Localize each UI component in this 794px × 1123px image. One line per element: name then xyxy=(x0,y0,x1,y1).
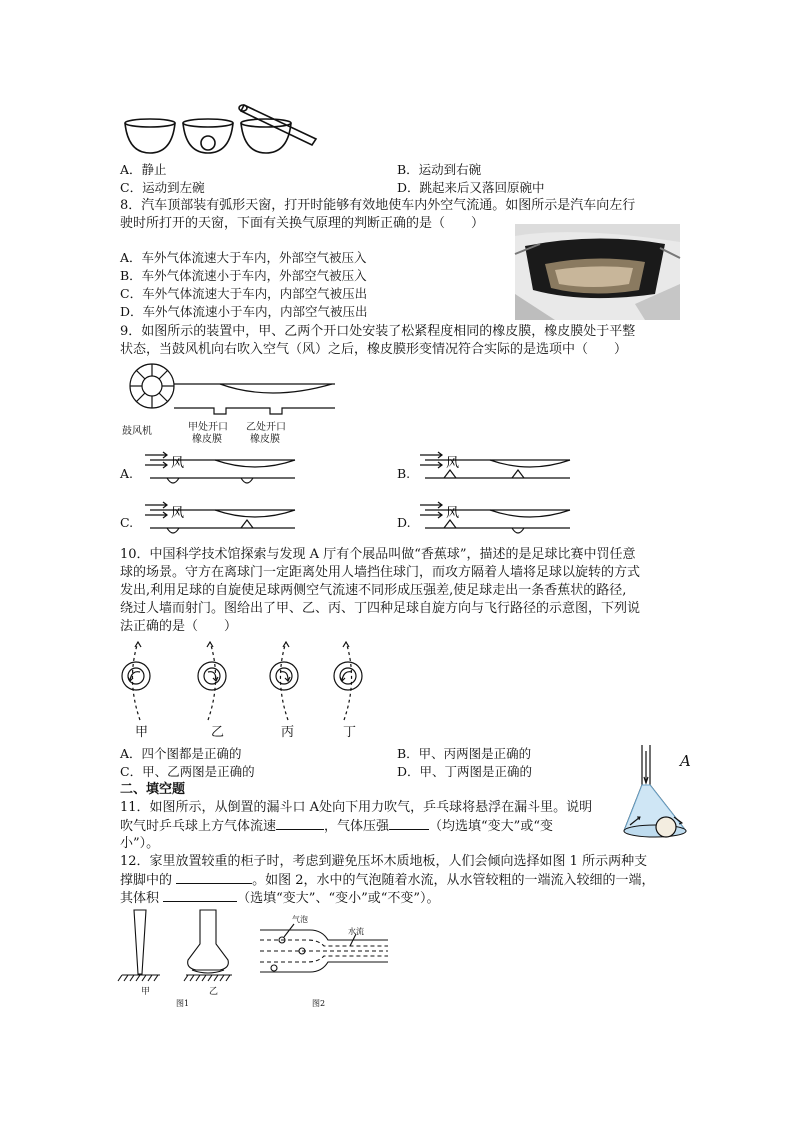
funnel-point-a-label: A xyxy=(680,752,691,770)
q12-line1: 12．家里放置较重的柜子时，考虑到避免压坏木质地板，人们会倾向选择如图 1 所示两种支 xyxy=(120,854,648,869)
q7-option-a[interactable]: A．静止 xyxy=(120,162,167,177)
q11-line3: 小”）。 xyxy=(120,836,160,851)
q7-option-c[interactable]: C．运动到左碗 xyxy=(120,180,205,195)
jia-opening-label-2: 橡皮膜 xyxy=(192,434,222,445)
q11-line2-a: 吹气时乒乓球上方气体流速 xyxy=(120,819,277,834)
q11-blank-1[interactable] xyxy=(276,817,324,830)
car-sunroof-photo xyxy=(515,224,680,320)
jia-opening-label-1: 甲处开口 xyxy=(188,422,228,433)
q9-option-d-figure[interactable] xyxy=(420,500,575,542)
three-bowls-figure xyxy=(120,95,330,160)
fig2-bubble-label: 气泡 xyxy=(292,915,308,924)
q9-option-d[interactable]: D. xyxy=(397,515,411,530)
q8-option-c[interactable]: C．车外气体流速大于车内，内部空气被压出 xyxy=(120,286,368,301)
q10-option-c[interactable]: C．甲、乙两图是正确的 xyxy=(120,764,255,779)
q9-option-c[interactable]: C. xyxy=(120,515,134,530)
q10-option-a[interactable]: A．四个图都是正确的 xyxy=(120,746,242,761)
q9-stem-line2: 状态，当鼓风机向右吹入空气（风）之后，橡皮膜形变情况符合实际的是选项中（ ） xyxy=(120,342,628,357)
fig-label-yi: 乙 xyxy=(211,725,225,740)
q10-option-d[interactable]: D．甲、丁两图是正确的 xyxy=(397,764,533,779)
support-legs-figure xyxy=(120,908,250,986)
banana-ball-figure xyxy=(118,640,378,722)
q12-blank-1[interactable] xyxy=(176,871,252,884)
q9-stem-line1: 9．如图所示的装置中，甲、乙两个开口处安装了松紧程度相同的橡皮膜，橡皮膜处于平整 xyxy=(120,324,636,339)
q11-line2-b: ，气体压强 xyxy=(324,819,390,834)
q8-option-a[interactable]: A．车外气体流速大于车内，外部空气被压入 xyxy=(120,250,367,265)
fig2-caption: 图2 xyxy=(312,999,326,1008)
wind-label-b: 风 xyxy=(446,456,460,471)
q12-line2-b: 。如图 2，水中的气泡随着水流，从水管较粗的一端流入较细的一端， xyxy=(252,873,655,888)
q10-stem-line4: 绕过人墙而射门。图给出了甲、乙、丙、丁四种足球自旋方向与飞行路径的示意图，下列说 xyxy=(120,601,641,616)
q12-line3 xyxy=(120,889,440,908)
fig-label-jia: 甲 xyxy=(135,725,149,740)
q11-blank-2[interactable] xyxy=(389,817,429,830)
section-fill-in-title: 二、填空题 xyxy=(120,782,186,797)
q9-option-b-figure[interactable] xyxy=(420,450,575,492)
q12-line2-a: 撑脚中的 xyxy=(120,873,173,888)
q12-line3-b: （选填“变大”、“变小”或“不变”）。 xyxy=(237,891,440,906)
fig-label-bing: 丙 xyxy=(281,725,295,740)
q9-option-a[interactable]: A. xyxy=(120,466,134,481)
q10-stem-line5: 法正确的是（ ） xyxy=(120,619,238,634)
water-pipe-figure xyxy=(258,918,390,980)
yi-opening-label-2: 橡皮膜 xyxy=(250,434,280,445)
q10-option-b[interactable]: B．甲、丙两图是正确的 xyxy=(397,746,532,761)
fig1-label-yi: 乙 xyxy=(209,987,219,997)
q11-line1: 11．如图所示，从倒置的漏斗口 A处向下用力吹气，乒乓球将悬浮在漏斗里。说明 xyxy=(120,800,593,815)
q11-line2 xyxy=(120,817,553,836)
yi-opening-label-1: 乙处开口 xyxy=(246,422,286,433)
q11-line2-c: （均选填“变大”或“变 xyxy=(429,819,553,834)
q12-line3-a: 其体积 xyxy=(120,891,160,906)
blower-label: 鼓风机 xyxy=(122,426,152,437)
q9-option-c-figure[interactable] xyxy=(145,500,300,542)
q8-stem-line2: 驶时所打开的天窗，下面有关换气原理的判断正确的是（ ） xyxy=(120,216,485,231)
fig-label-ding: 丁 xyxy=(343,725,357,740)
fig2-flow-label: 水流 xyxy=(348,927,364,936)
q10-stem-line2: 球的场景。守方在离球门一定距离处用人墙挡住球门，而攻方隔着人墙将足球以旋转的方式 xyxy=(120,565,641,580)
q8-option-b[interactable]: B．车外气体流速小于车内，外部空气被压入 xyxy=(120,268,367,283)
q12-line2 xyxy=(120,871,655,890)
wind-label-c: 风 xyxy=(171,506,185,521)
q12-blank-2[interactable] xyxy=(163,889,237,902)
q10-stem-line3: 发出,利用足球的自旋使足球两侧空气流速不同形成压强差,使足球走出一条香蕉状的路径, xyxy=(120,583,627,598)
fig1-label-jia: 甲 xyxy=(141,987,151,997)
q8-option-d[interactable]: D．车外气体流速小于车内，内部空气被压出 xyxy=(120,304,368,319)
q7-option-b[interactable]: B．运动到右碗 xyxy=(397,162,482,177)
blower-device-figure xyxy=(120,362,340,422)
q8-stem-line1: 8．汽车顶部装有弧形天窗，打开时能够有效地使车内外空气流通。如图所示是汽车向左行 xyxy=(120,198,636,213)
q9-option-b[interactable]: B. xyxy=(397,466,411,481)
fig1-caption: 图1 xyxy=(176,999,190,1008)
wind-label-a: 风 xyxy=(171,456,185,471)
wind-label-d: 风 xyxy=(446,506,460,521)
q10-stem-line1: 10．中国科学技术馆探索与发现 A 厅有个展品叫做“香蕉球”，描述的是足球比赛中罚任意 xyxy=(120,547,636,562)
q9-option-a-figure[interactable] xyxy=(145,450,300,492)
q7-option-d[interactable]: D．跳起来后又落回原碗中 xyxy=(397,180,545,195)
